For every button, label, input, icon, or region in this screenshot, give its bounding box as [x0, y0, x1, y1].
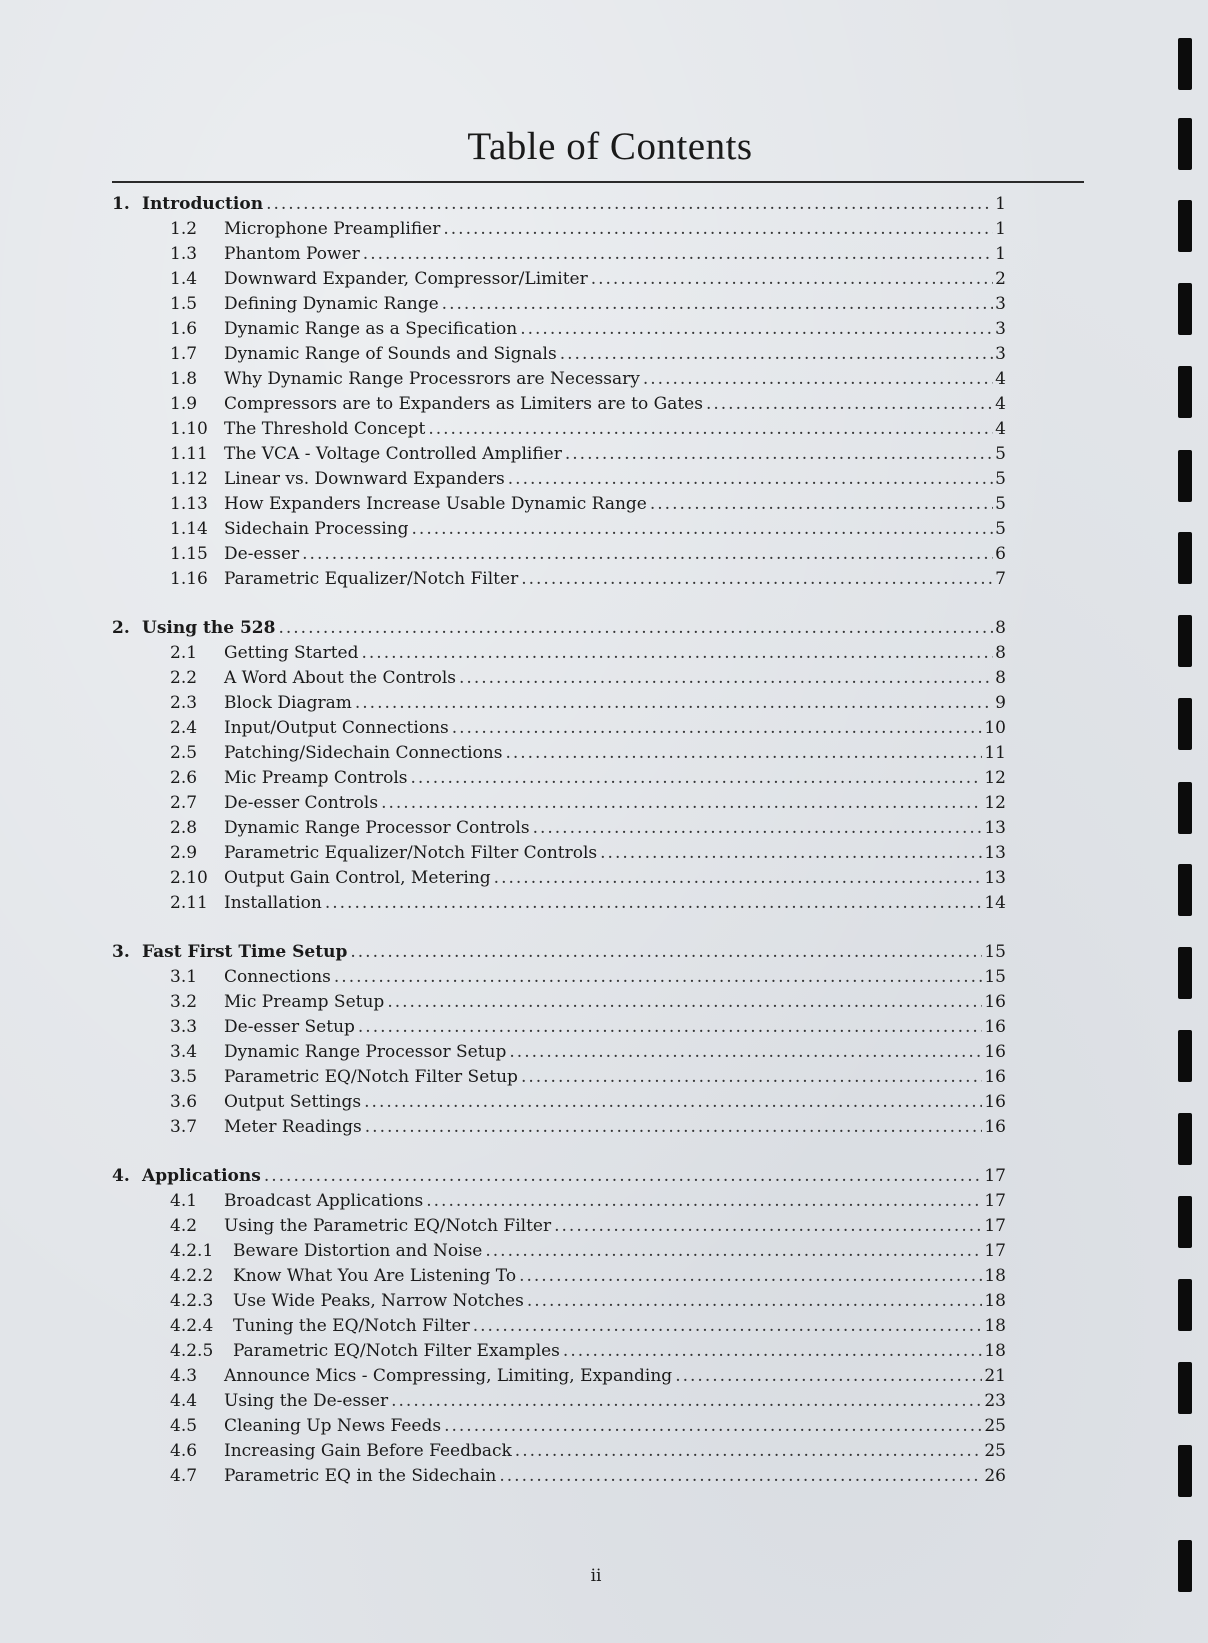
- entry-title: Input/Output Connections: [224, 718, 449, 738]
- toc-chapter-entry[interactable]: [112, 192, 1006, 217]
- entry-number: 2.11: [170, 893, 208, 913]
- chapter-number: 2.: [112, 618, 130, 638]
- entry-number: 1.12: [170, 469, 208, 489]
- toc-chapter-entry[interactable]: [112, 1164, 1006, 1189]
- page-ref: 12: [984, 768, 1006, 788]
- toc-entry[interactable]: [112, 492, 1006, 517]
- page-ref: 16: [984, 992, 1006, 1012]
- page-ref: 3: [995, 344, 1006, 364]
- entry-title: Parametric EQ in the Sidechain: [224, 1466, 497, 1486]
- toc-entry[interactable]: [112, 517, 1006, 542]
- entry-title: The VCA - Voltage Controlled Amplifier: [224, 444, 562, 464]
- toc-section: [112, 616, 1006, 916]
- page-ref: 18: [984, 1291, 1006, 1311]
- toc-entry[interactable]: [112, 542, 1006, 567]
- entry-title: Dynamic Range Processor Controls: [224, 818, 530, 838]
- toc-entry[interactable]: [112, 1264, 1006, 1289]
- toc-entry[interactable]: [112, 567, 1006, 592]
- entry-number: 4.2.4: [170, 1316, 214, 1336]
- page-ref: 10: [984, 718, 1006, 738]
- toc-entry[interactable]: [112, 1314, 1006, 1339]
- dot-leader: [452, 716, 983, 741]
- toc-chapter-entry[interactable]: [112, 616, 1006, 641]
- toc-entry[interactable]: [112, 367, 1006, 392]
- toc-entry[interactable]: [112, 965, 1006, 990]
- page-ref: 17: [984, 1241, 1006, 1261]
- entry-title: Output Settings: [224, 1092, 362, 1112]
- page-ref: 8: [995, 618, 1006, 638]
- page-ref: 16: [984, 1042, 1006, 1062]
- toc-entry[interactable]: [112, 766, 1006, 791]
- dot-leader: [363, 242, 993, 267]
- page-ref: 17: [984, 1166, 1006, 1186]
- dot-leader: [302, 542, 993, 567]
- entry-title: Compressors are to Expanders as Limiters are to Gates: [224, 394, 703, 414]
- entry-number: 2.7: [170, 793, 198, 813]
- entry-number: 1.8: [170, 369, 198, 389]
- toc-entry[interactable]: [112, 1239, 1006, 1264]
- dot-leader: [325, 891, 983, 916]
- toc-entry[interactable]: [112, 866, 1006, 891]
- page-number-footer: ii: [590, 1566, 602, 1586]
- entry-number: 2.6: [170, 768, 198, 788]
- page-ref: 5: [995, 494, 1006, 514]
- entry-number: 1.2: [170, 219, 198, 239]
- page-ref: 16: [984, 1017, 1006, 1037]
- entry-number: 1.14: [170, 519, 208, 539]
- page-ref: 17: [984, 1216, 1006, 1236]
- entry-title: Beware Distortion and Noise: [233, 1241, 483, 1261]
- binding-hole: [1178, 1279, 1192, 1331]
- dot-leader: [521, 1065, 982, 1090]
- binding-hole: [1178, 532, 1192, 584]
- dot-leader: [443, 217, 993, 242]
- toc-entry[interactable]: [112, 666, 1006, 691]
- toc-entry[interactable]: [112, 741, 1006, 766]
- page-ref: 2: [995, 269, 1006, 289]
- page-ref: 13: [984, 868, 1006, 888]
- dot-leader: [533, 816, 983, 841]
- page-ref: 26: [984, 1466, 1006, 1486]
- page-ref: 16: [984, 1067, 1006, 1087]
- page-ref: 5: [995, 519, 1006, 539]
- entry-number: 3.3: [170, 1017, 198, 1037]
- dot-leader: [563, 1339, 982, 1364]
- page-ref: 5: [995, 469, 1006, 489]
- entry-number: 4.7: [170, 1466, 198, 1486]
- dot-leader: [442, 292, 994, 317]
- entry-number: 1.16: [170, 569, 208, 589]
- entry-number: 2.3: [170, 693, 198, 713]
- entry-title: Using the De-esser: [224, 1391, 389, 1411]
- entry-number: 1.9: [170, 394, 198, 414]
- dot-leader: [412, 517, 994, 542]
- binding-hole: [1178, 864, 1192, 916]
- table-of-contents: [112, 192, 1006, 1513]
- dot-leader: [355, 691, 993, 716]
- toc-entry[interactable]: [112, 816, 1006, 841]
- entry-number: 3.6: [170, 1092, 198, 1112]
- page-ref: 1: [995, 244, 1006, 264]
- page-ref: 15: [984, 967, 1006, 987]
- chapter-number: 1.: [112, 194, 130, 214]
- dot-leader: [410, 766, 982, 791]
- entry-title: Tuning the EQ/Notch Filter: [233, 1316, 470, 1336]
- dot-leader: [554, 1214, 982, 1239]
- entry-number: 2.8: [170, 818, 198, 838]
- page-ref: 17: [984, 1191, 1006, 1211]
- toc-entry[interactable]: [112, 242, 1006, 267]
- toc-entry[interactable]: [112, 1090, 1006, 1115]
- page-title: Table of Contents: [467, 125, 753, 168]
- dot-leader: [521, 567, 993, 592]
- dot-leader: [381, 791, 982, 816]
- entry-number: 2.10: [170, 868, 208, 888]
- entry-number: 4.3: [170, 1366, 198, 1386]
- binding-hole: [1178, 1113, 1192, 1165]
- entry-number: 4.6: [170, 1441, 198, 1461]
- page-ref: 16: [984, 1117, 1006, 1137]
- entry-number: 3.4: [170, 1042, 198, 1062]
- dot-leader: [565, 442, 993, 467]
- dot-leader: [515, 1439, 983, 1464]
- page-ref: 18: [984, 1341, 1006, 1361]
- entry-title: Dynamic Range of Sounds and Signals: [224, 344, 557, 364]
- dot-leader: [519, 1264, 982, 1289]
- toc-entry[interactable]: [112, 641, 1006, 666]
- entry-number: 4.2.5: [170, 1341, 214, 1361]
- toc-entry[interactable]: [112, 1439, 1006, 1464]
- chapter-title: Fast First Time Setup: [142, 942, 348, 962]
- dot-leader: [365, 1115, 983, 1140]
- toc-entry[interactable]: [112, 891, 1006, 916]
- entry-number: 1.4: [170, 269, 198, 289]
- entry-title: Output Gain Control, Metering: [224, 868, 491, 888]
- page-ref: 1: [995, 219, 1006, 239]
- dot-leader: [334, 965, 982, 990]
- binding-hole: [1178, 38, 1192, 90]
- toc-entry[interactable]: [112, 1189, 1006, 1214]
- binding-hole: [1178, 450, 1192, 502]
- dot-leader: [473, 1314, 983, 1339]
- page-ref: 1: [995, 194, 1006, 214]
- dot-leader: [387, 990, 982, 1015]
- entry-number: 3.2: [170, 992, 198, 1012]
- dot-leader: [485, 1239, 982, 1264]
- binding-hole: [1178, 366, 1192, 418]
- entry-number: 1.3: [170, 244, 198, 264]
- toc-entry[interactable]: [112, 1364, 1006, 1389]
- dot-leader: [362, 641, 994, 666]
- chapter-title: Applications: [142, 1166, 261, 1186]
- page-ref: 4: [995, 394, 1006, 414]
- entry-title: Patching/Sidechain Connections: [224, 743, 503, 763]
- entry-title: Installation: [224, 893, 322, 913]
- dot-leader: [508, 467, 993, 492]
- entry-title: Linear vs. Downward Expanders: [224, 469, 505, 489]
- page-ref: 7: [995, 569, 1006, 589]
- entry-title: Connections: [224, 967, 331, 987]
- entry-number: 4.2.1: [170, 1241, 214, 1261]
- entry-number: 4.5: [170, 1416, 198, 1436]
- page-ref: 21: [984, 1366, 1006, 1386]
- entry-title: Meter Readings: [224, 1117, 362, 1137]
- dot-leader: [459, 666, 993, 691]
- entry-number: 3.7: [170, 1117, 198, 1137]
- page-ref: 11: [984, 743, 1006, 763]
- page-ref: 4: [995, 419, 1006, 439]
- entry-title: De-esser Setup: [224, 1017, 355, 1037]
- entry-title: Phantom Power: [224, 244, 360, 264]
- binding-hole: [1178, 1196, 1192, 1248]
- entry-title: Announce Mics - Compressing, Limiting, Expanding: [224, 1366, 673, 1386]
- page-ref: 15: [984, 942, 1006, 962]
- entry-number: 3.5: [170, 1067, 198, 1087]
- toc-entry[interactable]: [112, 1065, 1006, 1090]
- toc-entry[interactable]: [112, 1289, 1006, 1314]
- entry-number: 3.1: [170, 967, 198, 987]
- dot-leader: [560, 342, 993, 367]
- page-ref: 25: [984, 1441, 1006, 1461]
- entry-title: Broadcast Applications: [224, 1191, 424, 1211]
- entry-title: Microphone Preamplifier: [224, 219, 441, 239]
- entry-number: 4.2.2: [170, 1266, 214, 1286]
- entry-title: Use Wide Peaks, Narrow Notches: [233, 1291, 524, 1311]
- entry-title: Defining Dynamic Range: [224, 294, 439, 314]
- page-ref: 3: [995, 319, 1006, 339]
- entry-title: De-esser Controls: [224, 793, 379, 813]
- entry-title: Parametric EQ/Notch Filter Setup: [224, 1067, 518, 1087]
- entry-number: 1.10: [170, 419, 208, 439]
- entry-title: Using the Parametric EQ/Notch Filter: [224, 1216, 552, 1236]
- entry-title: A Word About the Controls: [224, 668, 457, 688]
- entry-title: How Expanders Increase Usable Dynamic Range: [224, 494, 647, 514]
- entry-number: 1.11: [170, 444, 208, 464]
- entry-number: 4.1: [170, 1191, 198, 1211]
- binding-hole: [1178, 698, 1192, 750]
- binding-hole: [1178, 1030, 1192, 1082]
- dot-leader: [643, 367, 993, 392]
- toc-section: [112, 1164, 1006, 1489]
- entry-number: 2.2: [170, 668, 198, 688]
- page-ref: 18: [984, 1266, 1006, 1286]
- toc-entry[interactable]: [112, 317, 1006, 342]
- entry-title: Dynamic Range as a Specification: [224, 319, 518, 339]
- dot-leader: [278, 616, 993, 641]
- toc-entry[interactable]: [112, 1414, 1006, 1439]
- dot-leader: [494, 866, 983, 891]
- entry-number: 1.15: [170, 544, 208, 564]
- dot-leader: [591, 267, 993, 292]
- entry-number: 4.4: [170, 1391, 198, 1411]
- entry-title: Parametric Equalizer/Notch Filter: [224, 569, 519, 589]
- page-ref: 18: [984, 1316, 1006, 1336]
- toc-entry[interactable]: [112, 1115, 1006, 1140]
- dot-leader: [509, 1040, 982, 1065]
- toc-entry[interactable]: [112, 990, 1006, 1015]
- entry-title: Mic Preamp Setup: [224, 992, 385, 1012]
- binding-hole: [1178, 118, 1192, 170]
- entry-title: Parametric Equalizer/Notch Filter Controls: [224, 843, 598, 863]
- page-ref: 8: [995, 668, 1006, 688]
- page-ref: 23: [984, 1391, 1006, 1411]
- page-ref: 13: [984, 818, 1006, 838]
- entry-title: Block Diagram: [224, 693, 352, 713]
- entry-number: 2.9: [170, 843, 198, 863]
- entry-title: Dynamic Range Processor Setup: [224, 1042, 507, 1062]
- toc-entry[interactable]: [112, 217, 1006, 242]
- dot-leader: [391, 1389, 982, 1414]
- dot-leader: [444, 1414, 982, 1439]
- chapter-number: 4.: [112, 1166, 130, 1186]
- toc-entry[interactable]: [112, 791, 1006, 816]
- entry-number: 1.6: [170, 319, 198, 339]
- chapter-title: Using the 528: [142, 618, 276, 638]
- entry-number: 2.1: [170, 643, 198, 663]
- dot-leader: [600, 841, 982, 866]
- toc-entry[interactable]: [112, 691, 1006, 716]
- binding-hole: [1178, 1540, 1192, 1592]
- toc-entry[interactable]: [112, 342, 1006, 367]
- page-ref: 6: [995, 544, 1006, 564]
- toc-entry[interactable]: [112, 392, 1006, 417]
- toc-entry[interactable]: [112, 442, 1006, 467]
- toc-chapter-entry[interactable]: [112, 940, 1006, 965]
- toc-section: [112, 192, 1006, 592]
- entry-title: Cleaning Up News Feeds: [224, 1416, 442, 1436]
- dot-leader: [706, 392, 993, 417]
- page-ref: 8: [995, 643, 1006, 663]
- toc-entry[interactable]: [112, 1339, 1006, 1364]
- dot-leader: [499, 1464, 982, 1489]
- entry-number: 4.2: [170, 1216, 198, 1236]
- toc-entry[interactable]: [112, 841, 1006, 866]
- dot-leader: [527, 1289, 983, 1314]
- binding-hole: [1178, 615, 1192, 667]
- entry-title: The Threshold Concept: [224, 419, 426, 439]
- entry-number: 1.5: [170, 294, 198, 314]
- entry-title: Parametric EQ/Notch Filter Examples: [233, 1341, 560, 1361]
- toc-entry[interactable]: [112, 292, 1006, 317]
- toc-entry[interactable]: [112, 1015, 1006, 1040]
- dot-leader: [364, 1090, 982, 1115]
- toc-entry[interactable]: [112, 467, 1006, 492]
- entry-title: Increasing Gain Before Feedback: [224, 1441, 512, 1461]
- page-ref: 4: [995, 369, 1006, 389]
- page-ref: 12: [984, 793, 1006, 813]
- dot-leader: [426, 1189, 982, 1214]
- toc-entry[interactable]: [112, 1040, 1006, 1065]
- dot-leader: [428, 417, 993, 442]
- title-rule: [112, 181, 1084, 183]
- toc-entry[interactable]: [112, 1389, 1006, 1414]
- binding-hole: [1178, 1445, 1192, 1497]
- binding-holes: [1178, 0, 1208, 1643]
- binding-hole: [1178, 283, 1192, 335]
- toc-entry[interactable]: [112, 417, 1006, 442]
- dot-leader: [650, 492, 993, 517]
- entry-number: 2.5: [170, 743, 198, 763]
- toc-entry[interactable]: [112, 1464, 1006, 1489]
- chapter-number: 3.: [112, 942, 130, 962]
- page-ref: 25: [984, 1416, 1006, 1436]
- dot-leader: [266, 192, 993, 217]
- entry-title: Downward Expander, Compressor/Limiter: [224, 269, 588, 289]
- page-ref: 16: [984, 1092, 1006, 1112]
- binding-hole: [1178, 782, 1192, 834]
- page-ref: 3: [995, 294, 1006, 314]
- entry-title: Sidechain Processing: [224, 519, 409, 539]
- dot-leader: [264, 1164, 983, 1189]
- entry-title: Know What You Are Listening To: [233, 1266, 517, 1286]
- binding-hole: [1178, 200, 1192, 252]
- entry-title: De-esser: [224, 544, 300, 564]
- binding-hole: [1178, 1362, 1192, 1414]
- page-ref: 5: [995, 444, 1006, 464]
- dot-leader: [520, 317, 993, 342]
- entry-number: 1.7: [170, 344, 198, 364]
- page-ref: 13: [984, 843, 1006, 863]
- dot-leader: [358, 1015, 982, 1040]
- entry-title: Getting Started: [224, 643, 359, 663]
- chapter-title: Introduction: [142, 194, 264, 214]
- page-ref: 9: [995, 693, 1006, 713]
- entry-title: Why Dynamic Range Processrors are Necessary: [224, 369, 640, 389]
- dot-leader: [675, 1364, 982, 1389]
- dot-leader: [350, 940, 982, 965]
- toc-entry[interactable]: [112, 1214, 1006, 1239]
- binding-hole: [1178, 947, 1192, 999]
- entry-title: Mic Preamp Controls: [224, 768, 408, 788]
- entry-number: 4.2.3: [170, 1291, 214, 1311]
- entry-number: 1.13: [170, 494, 208, 514]
- toc-entry[interactable]: [112, 716, 1006, 741]
- dot-leader: [505, 741, 982, 766]
- page-ref: 14: [984, 893, 1006, 913]
- entry-number: 2.4: [170, 718, 198, 738]
- toc-entry[interactable]: [112, 267, 1006, 292]
- toc-section: [112, 940, 1006, 1140]
